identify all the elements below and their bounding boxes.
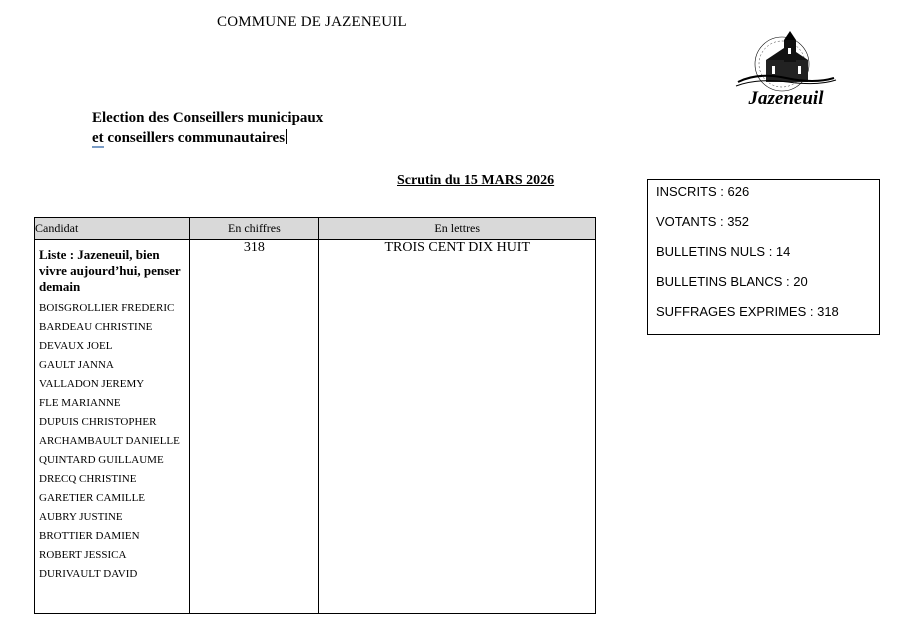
table-row	[35, 240, 596, 614]
votes-en-lettres: TROIS CENT DIX HUIT	[319, 240, 596, 614]
candidat-cell	[35, 240, 190, 614]
candidate-name: DEVAUX JOEL	[39, 340, 113, 352]
bulletins-nuls-count: BULLETINS NULS : 14	[656, 244, 791, 259]
candidate-list	[35, 295, 189, 584]
candidate-name: BROTTIER DAMIEN	[39, 530, 140, 542]
title-word-et: et	[92, 130, 104, 146]
candidate-name: QUINTARD GUILLAUME	[39, 454, 164, 466]
liste-name: Liste : Jazeneuil, bien vivre aujourd’hui, penser demain	[39, 247, 181, 294]
title-line2-rest: conseillers communautaires	[103, 130, 286, 146]
table-header-row	[35, 218, 596, 240]
candidate-name: BARDEAU CHRISTINE	[39, 321, 153, 333]
candidate-name: DUPUIS CHRISTOPHER	[39, 416, 157, 428]
header-en-chiffres: En chiffres	[190, 218, 319, 240]
results-table	[34, 217, 596, 614]
candidate-name: BOISGROLLIER FREDERIC	[39, 302, 175, 314]
candidate-name: FLE MARIANNE	[39, 397, 121, 409]
candidate-name: DRECQ CHRISTINE	[39, 473, 137, 485]
logo-wordmark: Jazeneuil	[748, 88, 824, 109]
election-title-line2	[92, 129, 287, 147]
inscrits-count: INSCRITS : 626	[656, 184, 750, 199]
candidate-name: ARCHAMBAULT DANIELLE	[39, 435, 180, 447]
candidate-name: GARETIER CAMILLE	[39, 492, 146, 504]
votants-count: VOTANTS : 352	[656, 214, 749, 229]
candidate-name: VALLADON JEREMY	[39, 378, 145, 390]
candidate-name: GAULT JANNA	[39, 359, 114, 371]
results-box	[647, 179, 880, 335]
scrutin-date: Scrutin du 15 MARS 2026	[397, 173, 555, 188]
votes-en-chiffres: 318	[190, 240, 319, 614]
church-logo-icon	[728, 28, 844, 110]
candidate-name: ROBERT JESSICA	[39, 549, 127, 561]
text-cursor	[286, 129, 287, 144]
header-candidat: Candidat	[35, 218, 190, 240]
header-en-lettres: En lettres	[319, 218, 596, 240]
election-title-line1: Election des Conseillers municipaux	[92, 110, 324, 126]
suffrages-exprimes-count: SUFFRAGES EXPRIMES : 318	[656, 304, 839, 319]
bulletins-blancs-count: BULLETINS BLANCS : 20	[656, 274, 808, 289]
jazeneuil-logo	[728, 28, 844, 110]
commune-title: COMMUNE DE JAZENEUIL	[217, 14, 407, 30]
candidate-name: AUBRY JUSTINE	[39, 511, 123, 523]
candidate-name: DURIVAULT DAVID	[39, 568, 138, 580]
